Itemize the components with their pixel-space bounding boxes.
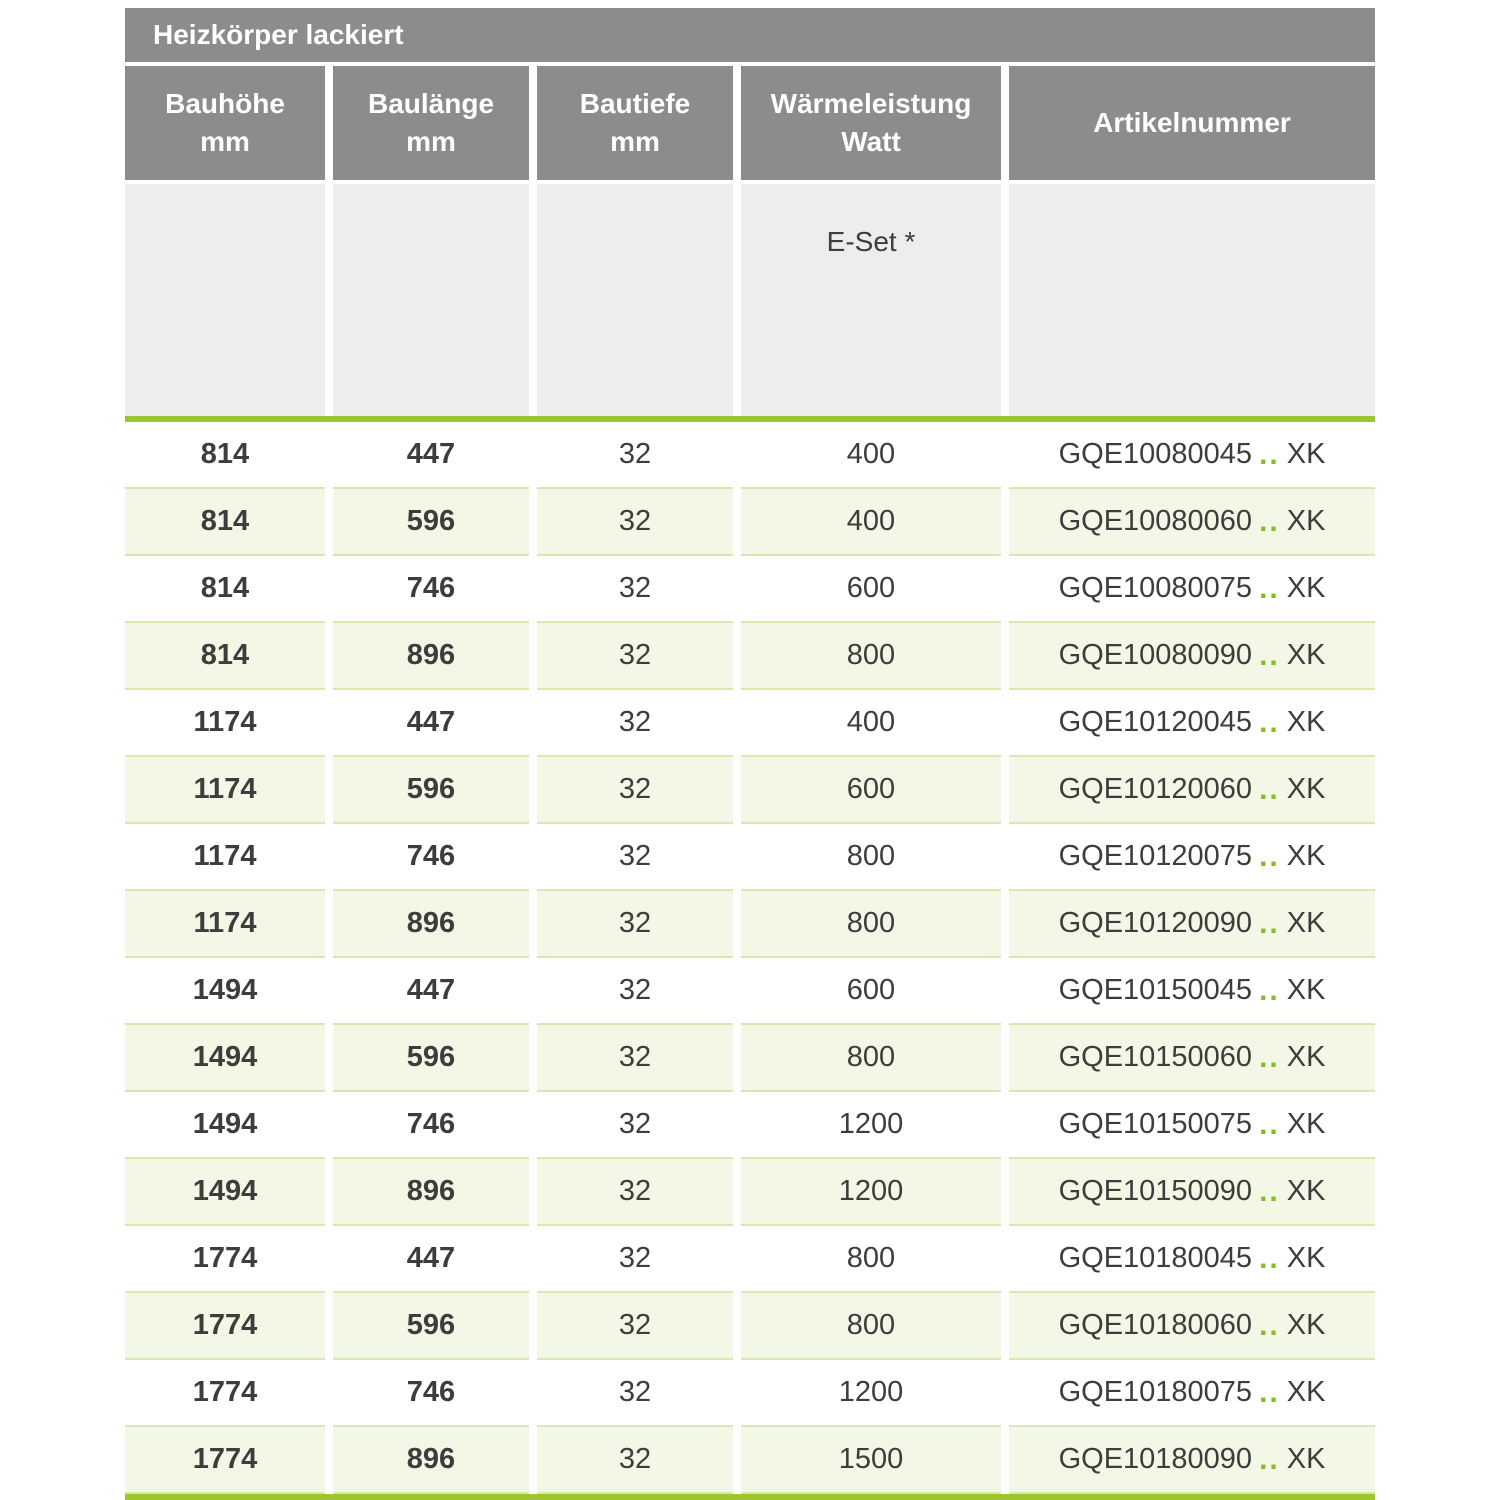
- cell-artikelnummer: [1009, 1360, 1375, 1427]
- cell-bauhoehe: 1774: [125, 1427, 325, 1494]
- artikel-suffix: XK: [1286, 1309, 1326, 1341]
- cell-artikelnummer: [1009, 891, 1375, 958]
- artikel-prefix: GQE10150090: [1058, 1175, 1253, 1207]
- cell-watt: 1200: [741, 1159, 1001, 1226]
- artikel-color-dots: ..: [1259, 1308, 1280, 1342]
- cell-artikelnummer: [1009, 556, 1375, 623]
- artikel-prefix: GQE10120060: [1058, 773, 1253, 805]
- eset-label: E-Set *: [826, 226, 916, 257]
- cell-watt: 800: [741, 623, 1001, 690]
- artikel-color-dots: ..: [1259, 437, 1280, 471]
- cell-baulaenge: 596: [333, 757, 529, 824]
- cell-bautiefe: 32: [537, 958, 733, 1025]
- cell-bauhoehe: 1494: [125, 958, 325, 1025]
- column-label: Wärmeleistung: [770, 88, 972, 120]
- artikel-color-dots: ..: [1259, 1375, 1280, 1409]
- product-table: [125, 8, 1375, 1500]
- cell-bautiefe: 32: [537, 1025, 733, 1092]
- table-title-bar: [125, 8, 1375, 62]
- cell-baulaenge: 896: [333, 623, 529, 690]
- cell-bautiefe: 32: [537, 623, 733, 690]
- table-body: [125, 422, 1375, 1494]
- subheader-baulaenge: [333, 184, 529, 416]
- cell-artikelnummer: [1009, 1025, 1375, 1092]
- cell-artikelnummer: [1009, 422, 1375, 489]
- table-row: [125, 1293, 1375, 1360]
- cell-watt: 600: [741, 757, 1001, 824]
- column-label-unit: Watt: [841, 126, 901, 157]
- table-row: [125, 824, 1375, 891]
- cell-bautiefe: 32: [537, 1226, 733, 1293]
- table-row: [125, 958, 1375, 1025]
- cell-watt: 1200: [741, 1092, 1001, 1159]
- cell-bauhoehe: 1774: [125, 1293, 325, 1360]
- cell-bauhoehe: 1174: [125, 690, 325, 757]
- artikel-color-dots: ..: [1259, 705, 1280, 739]
- cell-baulaenge: 746: [333, 824, 529, 891]
- artikel-prefix: GQE10080075: [1058, 572, 1253, 604]
- cell-bautiefe: 32: [537, 1427, 733, 1494]
- table-row: [125, 1092, 1375, 1159]
- column-label: Bauhöhe: [165, 88, 285, 120]
- column-label-unit: mm: [406, 126, 456, 157]
- artikel-prefix: GQE10080060: [1058, 505, 1253, 537]
- cell-baulaenge: 596: [333, 1025, 529, 1092]
- cell-watt: 400: [741, 690, 1001, 757]
- cell-artikelnummer: [1009, 1159, 1375, 1226]
- column-header-artikelnummer: [1009, 66, 1375, 180]
- column-label: Bautiefe: [579, 88, 691, 120]
- cell-bautiefe: 32: [537, 1360, 733, 1427]
- cell-bauhoehe: 1494: [125, 1159, 325, 1226]
- artikel-suffix: XK: [1286, 773, 1326, 805]
- column-header-waermeleistung: [741, 66, 1001, 180]
- artikel-color-dots: ..: [1259, 1040, 1280, 1074]
- column-header-bauhoehe: [125, 66, 325, 180]
- cell-artikelnummer: [1009, 824, 1375, 891]
- artikel-color-dots: ..: [1259, 1174, 1280, 1208]
- artikel-color-dots: ..: [1259, 571, 1280, 605]
- cell-bautiefe: 32: [537, 489, 733, 556]
- table-row: [125, 1427, 1375, 1494]
- table-row: [125, 1025, 1375, 1092]
- cell-baulaenge: 447: [333, 422, 529, 489]
- cell-bautiefe: 32: [537, 1092, 733, 1159]
- cell-baulaenge: 746: [333, 556, 529, 623]
- artikel-prefix: GQE10120090: [1058, 907, 1253, 939]
- artikel-suffix: XK: [1286, 840, 1326, 872]
- cell-bauhoehe: 1174: [125, 824, 325, 891]
- artikel-suffix: XK: [1286, 907, 1326, 939]
- cell-artikelnummer: [1009, 958, 1375, 1025]
- cell-baulaenge: 447: [333, 958, 529, 1025]
- artikel-suffix: XK: [1286, 1376, 1326, 1408]
- cell-watt: 600: [741, 556, 1001, 623]
- artikel-prefix: GQE10080090: [1058, 639, 1253, 671]
- artikel-suffix: XK: [1286, 572, 1326, 604]
- cell-bauhoehe: 1494: [125, 1025, 325, 1092]
- artikel-color-dots: ..: [1259, 772, 1280, 806]
- artikel-suffix: XK: [1286, 1041, 1326, 1073]
- cell-baulaenge: 746: [333, 1092, 529, 1159]
- table-row: [125, 1360, 1375, 1427]
- cell-baulaenge: 596: [333, 489, 529, 556]
- cell-bauhoehe: 1494: [125, 1092, 325, 1159]
- artikel-color-dots: ..: [1259, 1442, 1280, 1476]
- cell-watt: 800: [741, 1025, 1001, 1092]
- cell-bauhoehe: 1774: [125, 1226, 325, 1293]
- artikel-prefix: GQE10180045: [1058, 1242, 1253, 1274]
- cell-bautiefe: 32: [537, 891, 733, 958]
- artikel-suffix: XK: [1286, 1175, 1326, 1207]
- artikel-color-dots: ..: [1259, 973, 1280, 1007]
- column-label-unit: mm: [610, 126, 660, 157]
- artikel-prefix: GQE10120045: [1058, 706, 1253, 738]
- cell-bauhoehe: 814: [125, 556, 325, 623]
- column-header-row: [125, 66, 1375, 180]
- column-label: Artikelnummer: [1093, 107, 1291, 139]
- cell-baulaenge: 896: [333, 891, 529, 958]
- table-row: [125, 489, 1375, 556]
- cell-bauhoehe: 814: [125, 623, 325, 690]
- cell-baulaenge: 596: [333, 1293, 529, 1360]
- cell-bautiefe: 32: [537, 556, 733, 623]
- artikel-prefix: GQE10180060: [1058, 1309, 1253, 1341]
- cell-artikelnummer: [1009, 690, 1375, 757]
- table-row: [125, 623, 1375, 690]
- artikel-suffix: XK: [1286, 1242, 1326, 1274]
- artikel-suffix: XK: [1286, 505, 1326, 537]
- table-row: [125, 690, 1375, 757]
- cell-artikelnummer: [1009, 1226, 1375, 1293]
- artikel-prefix: GQE10120075: [1058, 840, 1253, 872]
- cell-baulaenge: 896: [333, 1159, 529, 1226]
- cell-watt: 800: [741, 1293, 1001, 1360]
- artikel-suffix: XK: [1286, 974, 1326, 1006]
- column-header-baulaenge: [333, 66, 529, 180]
- artikel-prefix: GQE10180090: [1058, 1443, 1253, 1475]
- green-divider-bottom: [125, 1494, 1375, 1500]
- artikel-prefix: GQE10150045: [1058, 974, 1253, 1006]
- artikel-suffix: XK: [1286, 438, 1326, 470]
- table-title: Heizkörper lackiert: [153, 19, 404, 50]
- cell-baulaenge: 746: [333, 1360, 529, 1427]
- cell-bautiefe: 32: [537, 1293, 733, 1360]
- table-row: [125, 422, 1375, 489]
- artikel-color-dots: ..: [1259, 1241, 1280, 1275]
- artikel-prefix: GQE10180075: [1058, 1376, 1253, 1408]
- cell-bauhoehe: 1774: [125, 1360, 325, 1427]
- cell-watt: 400: [741, 489, 1001, 556]
- artikel-prefix: GQE10150075: [1058, 1108, 1253, 1140]
- subheader-bautiefe: [537, 184, 733, 416]
- artikel-color-dots: ..: [1259, 1107, 1280, 1141]
- table-row: [125, 1226, 1375, 1293]
- artikel-prefix: GQE10080045: [1058, 438, 1253, 470]
- artikel-color-dots: ..: [1259, 839, 1280, 873]
- cell-bautiefe: 32: [537, 1159, 733, 1226]
- subheader-eset: [741, 184, 1001, 416]
- subheader-row: [125, 184, 1375, 416]
- cell-watt: 600: [741, 958, 1001, 1025]
- cell-artikelnummer: [1009, 757, 1375, 824]
- artikel-suffix: XK: [1286, 1443, 1326, 1475]
- cell-artikelnummer: [1009, 1427, 1375, 1494]
- cell-bauhoehe: 1174: [125, 757, 325, 824]
- cell-bautiefe: 32: [537, 690, 733, 757]
- artikel-color-dots: ..: [1259, 638, 1280, 672]
- cell-watt: 800: [741, 824, 1001, 891]
- cell-artikelnummer: [1009, 1293, 1375, 1360]
- cell-artikelnummer: [1009, 623, 1375, 690]
- cell-watt: 1500: [741, 1427, 1001, 1494]
- cell-bauhoehe: 814: [125, 489, 325, 556]
- cell-bautiefe: 32: [537, 757, 733, 824]
- cell-baulaenge: 896: [333, 1427, 529, 1494]
- cell-bauhoehe: 1174: [125, 891, 325, 958]
- cell-watt: 800: [741, 891, 1001, 958]
- artikel-color-dots: ..: [1259, 504, 1280, 538]
- cell-artikelnummer: [1009, 489, 1375, 556]
- cell-bautiefe: 32: [537, 824, 733, 891]
- subheader-artikelnummer: [1009, 184, 1375, 416]
- cell-artikelnummer: [1009, 1092, 1375, 1159]
- table-row: [125, 757, 1375, 824]
- artikel-suffix: XK: [1286, 639, 1326, 671]
- cell-baulaenge: 447: [333, 1226, 529, 1293]
- cell-baulaenge: 447: [333, 690, 529, 757]
- artikel-color-dots: ..: [1259, 906, 1280, 940]
- table-row: [125, 891, 1375, 958]
- subheader-bauhoehe: [125, 184, 325, 416]
- cell-bautiefe: 32: [537, 422, 733, 489]
- cell-watt: 400: [741, 422, 1001, 489]
- column-label-unit: mm: [200, 126, 250, 157]
- table-row: [125, 1159, 1375, 1226]
- cell-watt: 1200: [741, 1360, 1001, 1427]
- artikel-suffix: XK: [1286, 1108, 1326, 1140]
- artikel-suffix: XK: [1286, 706, 1326, 738]
- table-row: [125, 556, 1375, 623]
- cell-bauhoehe: 814: [125, 422, 325, 489]
- column-label: Baulänge: [367, 88, 495, 120]
- artikel-prefix: GQE10150060: [1058, 1041, 1253, 1073]
- cell-watt: 800: [741, 1226, 1001, 1293]
- column-header-bautiefe: [537, 66, 733, 180]
